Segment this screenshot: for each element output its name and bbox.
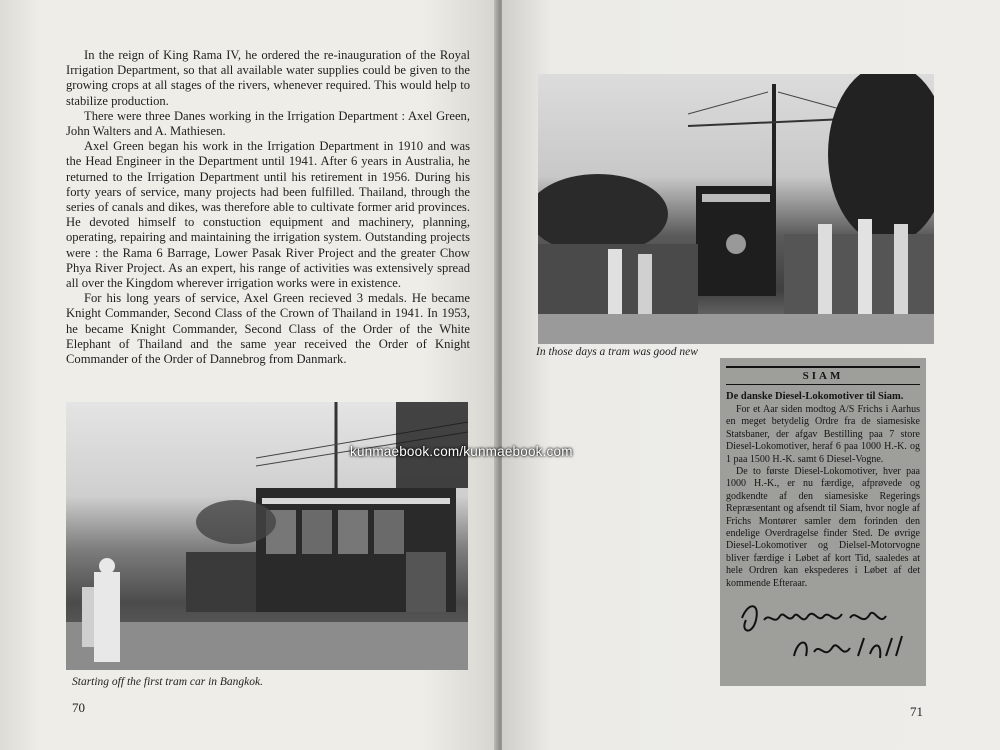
left-body-text	[66, 48, 470, 367]
page-number-right: 71	[910, 704, 923, 719]
left-page	[0, 0, 498, 750]
paragraph-2: There were three Danes working in the Irrigation Department : Axel Green, John Walters and A. Mathiesen.	[66, 108, 470, 139]
paragraph-4: For his long years of service, Axel Green recieved 3 medals. He became Knight Commander, Second Class of the Crown of Thailand in 1941. In 1953, he became Knight Commander, Second Class of the Order of the White Elephant of Thailand and the same year received the Order of Knight Commander of the Order of Dannebrog from Danmark.	[66, 291, 470, 367]
clipping-paragraph-2: De to første Diesel-Lokomotiver, hver paa 1000 H.-K., er nu færdige, afprøvede og godkendte af den siamesiske Regerings Repræsentant og afsendt til Siam, hvor nogle af Frichs Montører samler dem forinden den endelige Overdragelse finder Sted. De øvrige Diesel-Lokomotiver og Dielsel-Motorvogne bliver færdige i Løbet af kort Tid, saaledes at hele Ordren kan ekspederes i Løbet af det kommende Efteraar.	[726, 466, 920, 589]
handwritten-signature	[734, 598, 920, 672]
crowd-tram-illustration	[538, 74, 934, 344]
paragraph-3: Axel Green began his work in the Irrigation Department in 1910 and was the Head Engineer in the Department until 1941. After 6 years in Australia, he returned to the Irrigation Department until his retirement in 1956. During his forty years of service, many projects had been fulfilled. Thailand, through the series of canals and dikes, was therefore able to cultivate former arid provinces. He devoted himself to constuction equipment and machinery, planning, operating, repairing and maintaining the irrigation system. Outstanding projects were : the Rama 6 Barrage, Lower Pasak River Project and the greater Chow Phya River Project. As an expert, his range of activities was extensively spread all over the Kingdom wherever irrigation works were in existence.	[66, 139, 470, 291]
watermark-text: kunmaebook.com/kunmaebook.com	[350, 444, 573, 459]
clipping-body	[726, 404, 920, 590]
clipping-header: SIAM	[726, 366, 920, 385]
tram-illustration	[66, 402, 468, 670]
clipping-headline: De danske Diesel-Lokomotiver til Siam.	[726, 391, 904, 402]
newspaper-clipping	[720, 358, 926, 686]
paragraph-1: In the reign of King Rama IV, he ordered the re-inauguration of the Royal Irrigation Department, so that all available water supplies could be given to the growing crops at all stages of the rivers, whenever required. This would help to stabilize production.	[66, 48, 470, 108]
tram-photo-right	[538, 74, 934, 344]
page-number-left: 70	[72, 700, 85, 715]
clipping-paragraph-1: For et Aar siden modtog A/S Frichs i Aarhus en meget betydelig Ordre fra de siamesiske Statsbaner, der afgav Bestilling paa 7 store Diesel-Lokomotiver, heraf 6 paa 1000 H.-K. og 1 paa 1500 H.-K. samt 6 Diesel-Vogne.	[726, 404, 920, 465]
tram-photo-left	[66, 402, 468, 670]
right-photo-caption: In those days a tram was good new	[536, 346, 698, 358]
left-photo-caption: Starting off the first tram car in Bangkok.	[72, 676, 264, 688]
